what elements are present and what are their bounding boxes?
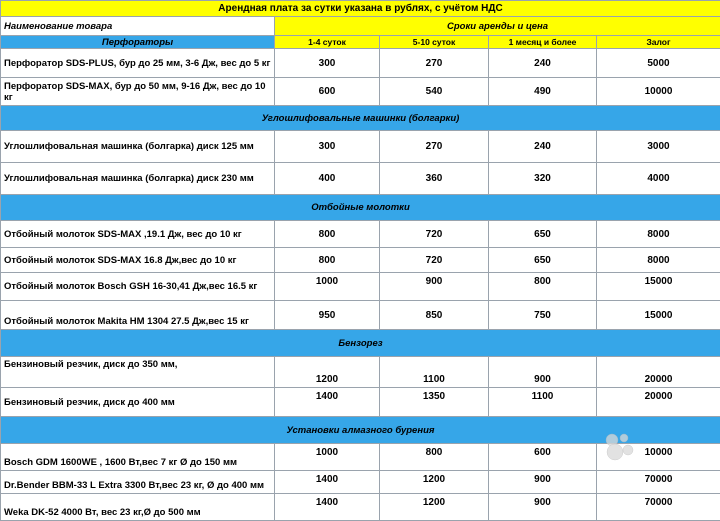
product-name: Dr.Bender BBM-33 L Extra 3300 Вт,вес 23 кг, Ø до 400 мм [1,471,275,494]
deposit-cell: 70000 [597,471,720,494]
price-cell: 900 [489,494,597,521]
table-row [1,78,720,106]
price-cell: 1000 [275,444,380,471]
price-cell: 1200 [380,494,489,521]
price-cell: 1100 [489,388,597,417]
deposit-cell: 8000 [597,221,720,248]
table-row [1,49,720,78]
price-cell: 800 [275,221,380,248]
deposit-cell: 10000 [597,78,720,106]
product-name: Углошлифовальная машинка (болгарка) диск 230 мм [1,163,275,195]
period-header: 1 месяц и более [489,36,597,49]
table-row [1,357,720,388]
product-name: Weka DK-52 4000 Вт, вес 23 кг,Ø до 500 мм [1,494,275,521]
price-cell: 1000 [275,273,380,301]
price-cell: 1400 [275,471,380,494]
price-cell: 360 [380,163,489,195]
product-name: Перфоратор SDS-MAX, бур до 50 мм, 9-16 Дж, вес до 10 кг [1,78,275,106]
product-name: Bosch GDM 1600WE , 1600 Вт,вес 7 кг Ø до 150 мм [1,444,275,471]
product-name: Углошлифовальная машинка (болгарка) диск 125 мм [1,131,275,163]
deposit-cell: 3000 [597,131,720,163]
deposit-cell: 10000 [597,444,720,471]
product-name: Отбойный молоток SDS-MAX ,19.1 Дж, вес до 10 кг [1,221,275,248]
price-cell: 900 [380,273,489,301]
price-cell: 750 [489,301,597,330]
product-name: Перфоратор SDS-PLUS, бур до 25 мм, 3-6 Дж, вес до 5 кг [1,49,275,78]
deposit-cell: 15000 [597,273,720,301]
period-header: 1-4 суток [275,36,380,49]
price-cell: 850 [380,301,489,330]
price-cell: 240 [489,49,597,78]
price-cell: 950 [275,301,380,330]
price-cell: 900 [489,357,597,388]
price-cell: 540 [380,78,489,106]
deposit-cell: 20000 [597,388,720,417]
section-title: Отбойные молотки [1,195,720,221]
price-cell: 400 [275,163,380,195]
table-row [1,248,720,273]
price-cell: 1400 [275,494,380,521]
price-cell: 800 [489,273,597,301]
period-header: 5-10 суток [380,36,489,49]
table-row [1,301,720,330]
price-cell: 720 [380,248,489,273]
table-row [1,444,720,471]
deposit-cell: 5000 [597,49,720,78]
price-cell: 720 [380,221,489,248]
price-cell: 270 [380,131,489,163]
price-cell: 600 [275,78,380,106]
section-title: Установки алмазного бурения [1,417,720,444]
table-row [1,131,720,163]
price-cell: 300 [275,49,380,78]
price-cell: 1350 [380,388,489,417]
section-title: Перфораторы [1,36,275,49]
product-name: Отбойный молоток SDS-MAX 16.8 Дж,вес до 10 кг [1,248,275,273]
price-cell: 650 [489,248,597,273]
deposit-cell: 20000 [597,357,720,388]
deposit-cell: 8000 [597,248,720,273]
price-cell: 320 [489,163,597,195]
table-row [1,273,720,301]
deposit-cell: 70000 [597,494,720,521]
price-cell: 270 [380,49,489,78]
table-row [1,221,720,248]
section-title: Бензорез [1,330,720,357]
price-cell: 1200 [275,357,380,388]
price-cell: 1100 [380,357,489,388]
price-cell: 600 [489,444,597,471]
price-cell: 650 [489,221,597,248]
table-row [1,494,720,521]
table-row [1,163,720,195]
price-cell: 300 [275,131,380,163]
price-cell: 800 [275,248,380,273]
price-cell: 240 [489,131,597,163]
price-cell: 1400 [275,388,380,417]
section-title: Углошлифовальные машинки (болгарки) [1,106,720,131]
table-title: Арендная плата за сутки указана в рублях, с учётом НДС [1,1,720,17]
product-name: Отбойный молоток Makita HM 1304 27.5 Дж,вес 15 кг [1,301,275,330]
price-cell: 1200 [380,471,489,494]
price-cell: 900 [489,471,597,494]
deposit-cell: 4000 [597,163,720,195]
terms-column-header: Сроки аренды и цена [275,17,720,36]
product-name: Бензиновый резчик, диск до 400 мм [1,388,275,417]
price-cell: 490 [489,78,597,106]
deposit-cell: 15000 [597,301,720,330]
product-name: Отбойный молоток Bosch GSH 16-30,41 Дж,вес 16.5 кг [1,273,275,301]
deposit-header: Залог [597,36,720,49]
product-column-header: Наименование товара [1,17,275,36]
table-row [1,388,720,417]
price-cell: 800 [380,444,489,471]
product-name: Бензиновый резчик, диск до 350 мм, [1,357,275,388]
